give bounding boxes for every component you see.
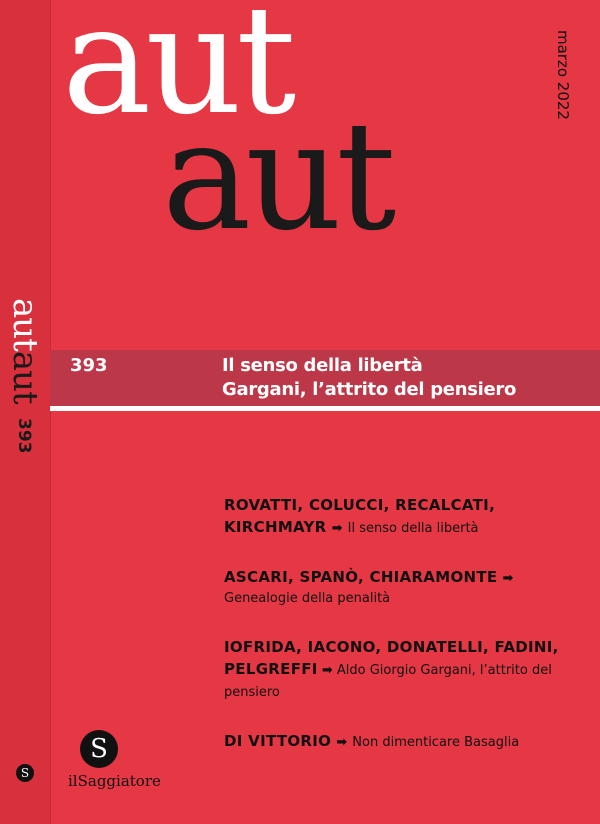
arrow-icon: ➡: [321, 663, 333, 678]
entry-authors: ROVATTI, COLUCCI, RECALCATI,: [224, 496, 496, 514]
issue-number: 393: [70, 355, 108, 376]
entry-authors-tail: PELGREFFI: [224, 660, 318, 678]
entry-authors: IOFRIDA, IACONO, DONATELLI, FADINI,: [224, 638, 559, 656]
spine-title: [5, 298, 45, 404]
issue-theme-line-2: Gargani, l’attrito del pensiero: [222, 379, 517, 400]
entry-authors-tail: DI VITTORIO: [224, 732, 332, 750]
white-divider-stripe: [50, 406, 600, 411]
issue-date: marzo 2022: [554, 30, 572, 120]
spine-title-white: aut: [5, 298, 45, 351]
contents-list: [224, 494, 584, 780]
publisher-name: ilSaggiatore: [68, 772, 161, 790]
issue-theme-line-1: Il senso della libertà: [222, 355, 423, 376]
arrow-icon: ➡: [331, 521, 343, 536]
entry-topic: Non dimenticare Basaglia: [352, 735, 520, 750]
entry-topic: Aldo Giorgio Gargani, l’attrito del pensiero: [224, 663, 552, 700]
cover-title-line-2: aut: [162, 90, 391, 264]
spine-fold-line: [50, 0, 51, 824]
entry-topic: Il senso della libertà: [347, 521, 479, 536]
entry-topic: Genealogie della penalità: [224, 591, 391, 606]
saggiatore-logo-icon: S: [16, 764, 34, 782]
contents-entry: [224, 494, 584, 540]
publisher-logo-icon: S: [80, 730, 118, 768]
spine: [0, 0, 50, 824]
spine-title-dark: aut: [5, 350, 45, 404]
contents-entry: [224, 566, 584, 610]
arrow-icon: ➡: [502, 571, 514, 586]
entry-authors-tail: KIRCHMAYR: [224, 518, 327, 536]
contents-entry: [224, 730, 584, 754]
contents-entry: [224, 636, 584, 704]
cover-title-line-1: aut: [62, 0, 291, 148]
entry-authors: ASCARI, SPANÒ, CHIARAMONTE: [224, 568, 498, 586]
spine-issue-number: 393: [14, 418, 34, 454]
arrow-icon: ➡: [336, 735, 348, 750]
